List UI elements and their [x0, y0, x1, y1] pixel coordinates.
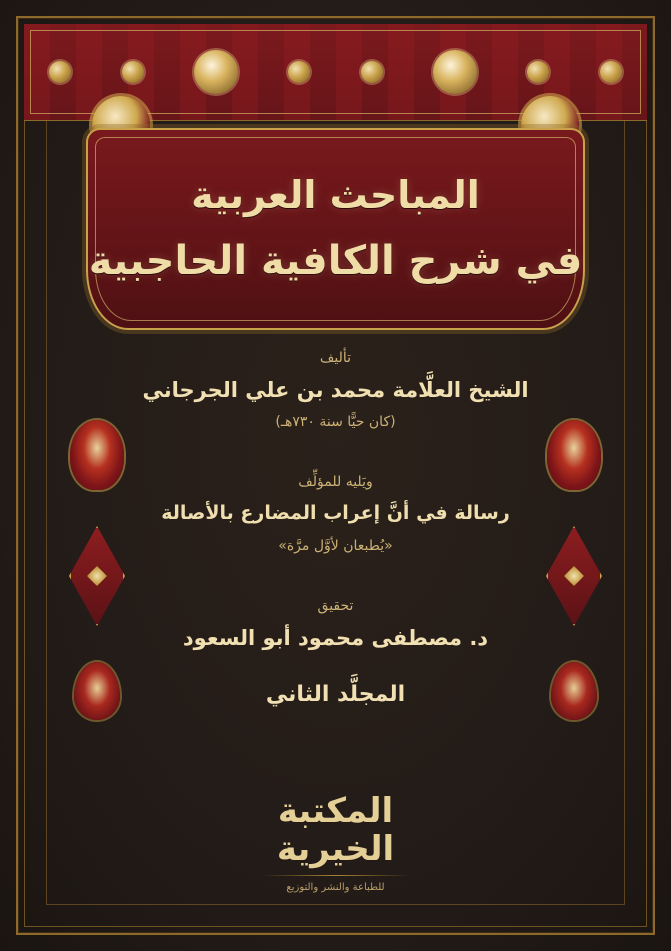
- appendix-block: [120, 474, 551, 554]
- publisher-divider: [261, 875, 411, 876]
- volume-block: [120, 682, 551, 707]
- title-cartouche: [86, 128, 585, 330]
- editor-block: [120, 598, 551, 656]
- title-block: [88, 130, 583, 328]
- book-title-line-2: في شرح الكافية الحاجبية: [88, 237, 583, 284]
- appendix-title: رسالة في أنَّ إعراب المضارع بالأصالة: [161, 501, 510, 524]
- author-note: (كان حيًّا سنة ٧٣٠هـ): [275, 413, 396, 430]
- volume-label: المجلَّد الثاني: [265, 681, 406, 707]
- publisher-mark-line-2: الخيرية: [276, 828, 395, 869]
- spacer: [120, 456, 551, 474]
- author-block: [120, 350, 551, 430]
- author-name: الشيخ العلَّامة محمد بن علي الجرجاني: [142, 378, 529, 402]
- appendix-note: «يُطبعان لأوَّل مرَّة»: [278, 537, 393, 554]
- publisher-tagline: للطباعة والنشر والتوزيع: [286, 882, 385, 893]
- editor-label: تحقيق: [317, 597, 354, 614]
- author-label: تأليف: [319, 350, 352, 366]
- editor-name: د. مصطفى محمود أبو السعود: [182, 625, 489, 650]
- cover-text-content: [120, 350, 551, 733]
- spacer: [120, 580, 551, 598]
- appendix-label: ويَليه للمؤلِّف: [298, 473, 373, 490]
- book-title-line-1: المباحث العربية: [191, 173, 480, 218]
- publisher-logo: [0, 793, 671, 893]
- publisher-mark-line-1: المكتبة: [277, 791, 394, 832]
